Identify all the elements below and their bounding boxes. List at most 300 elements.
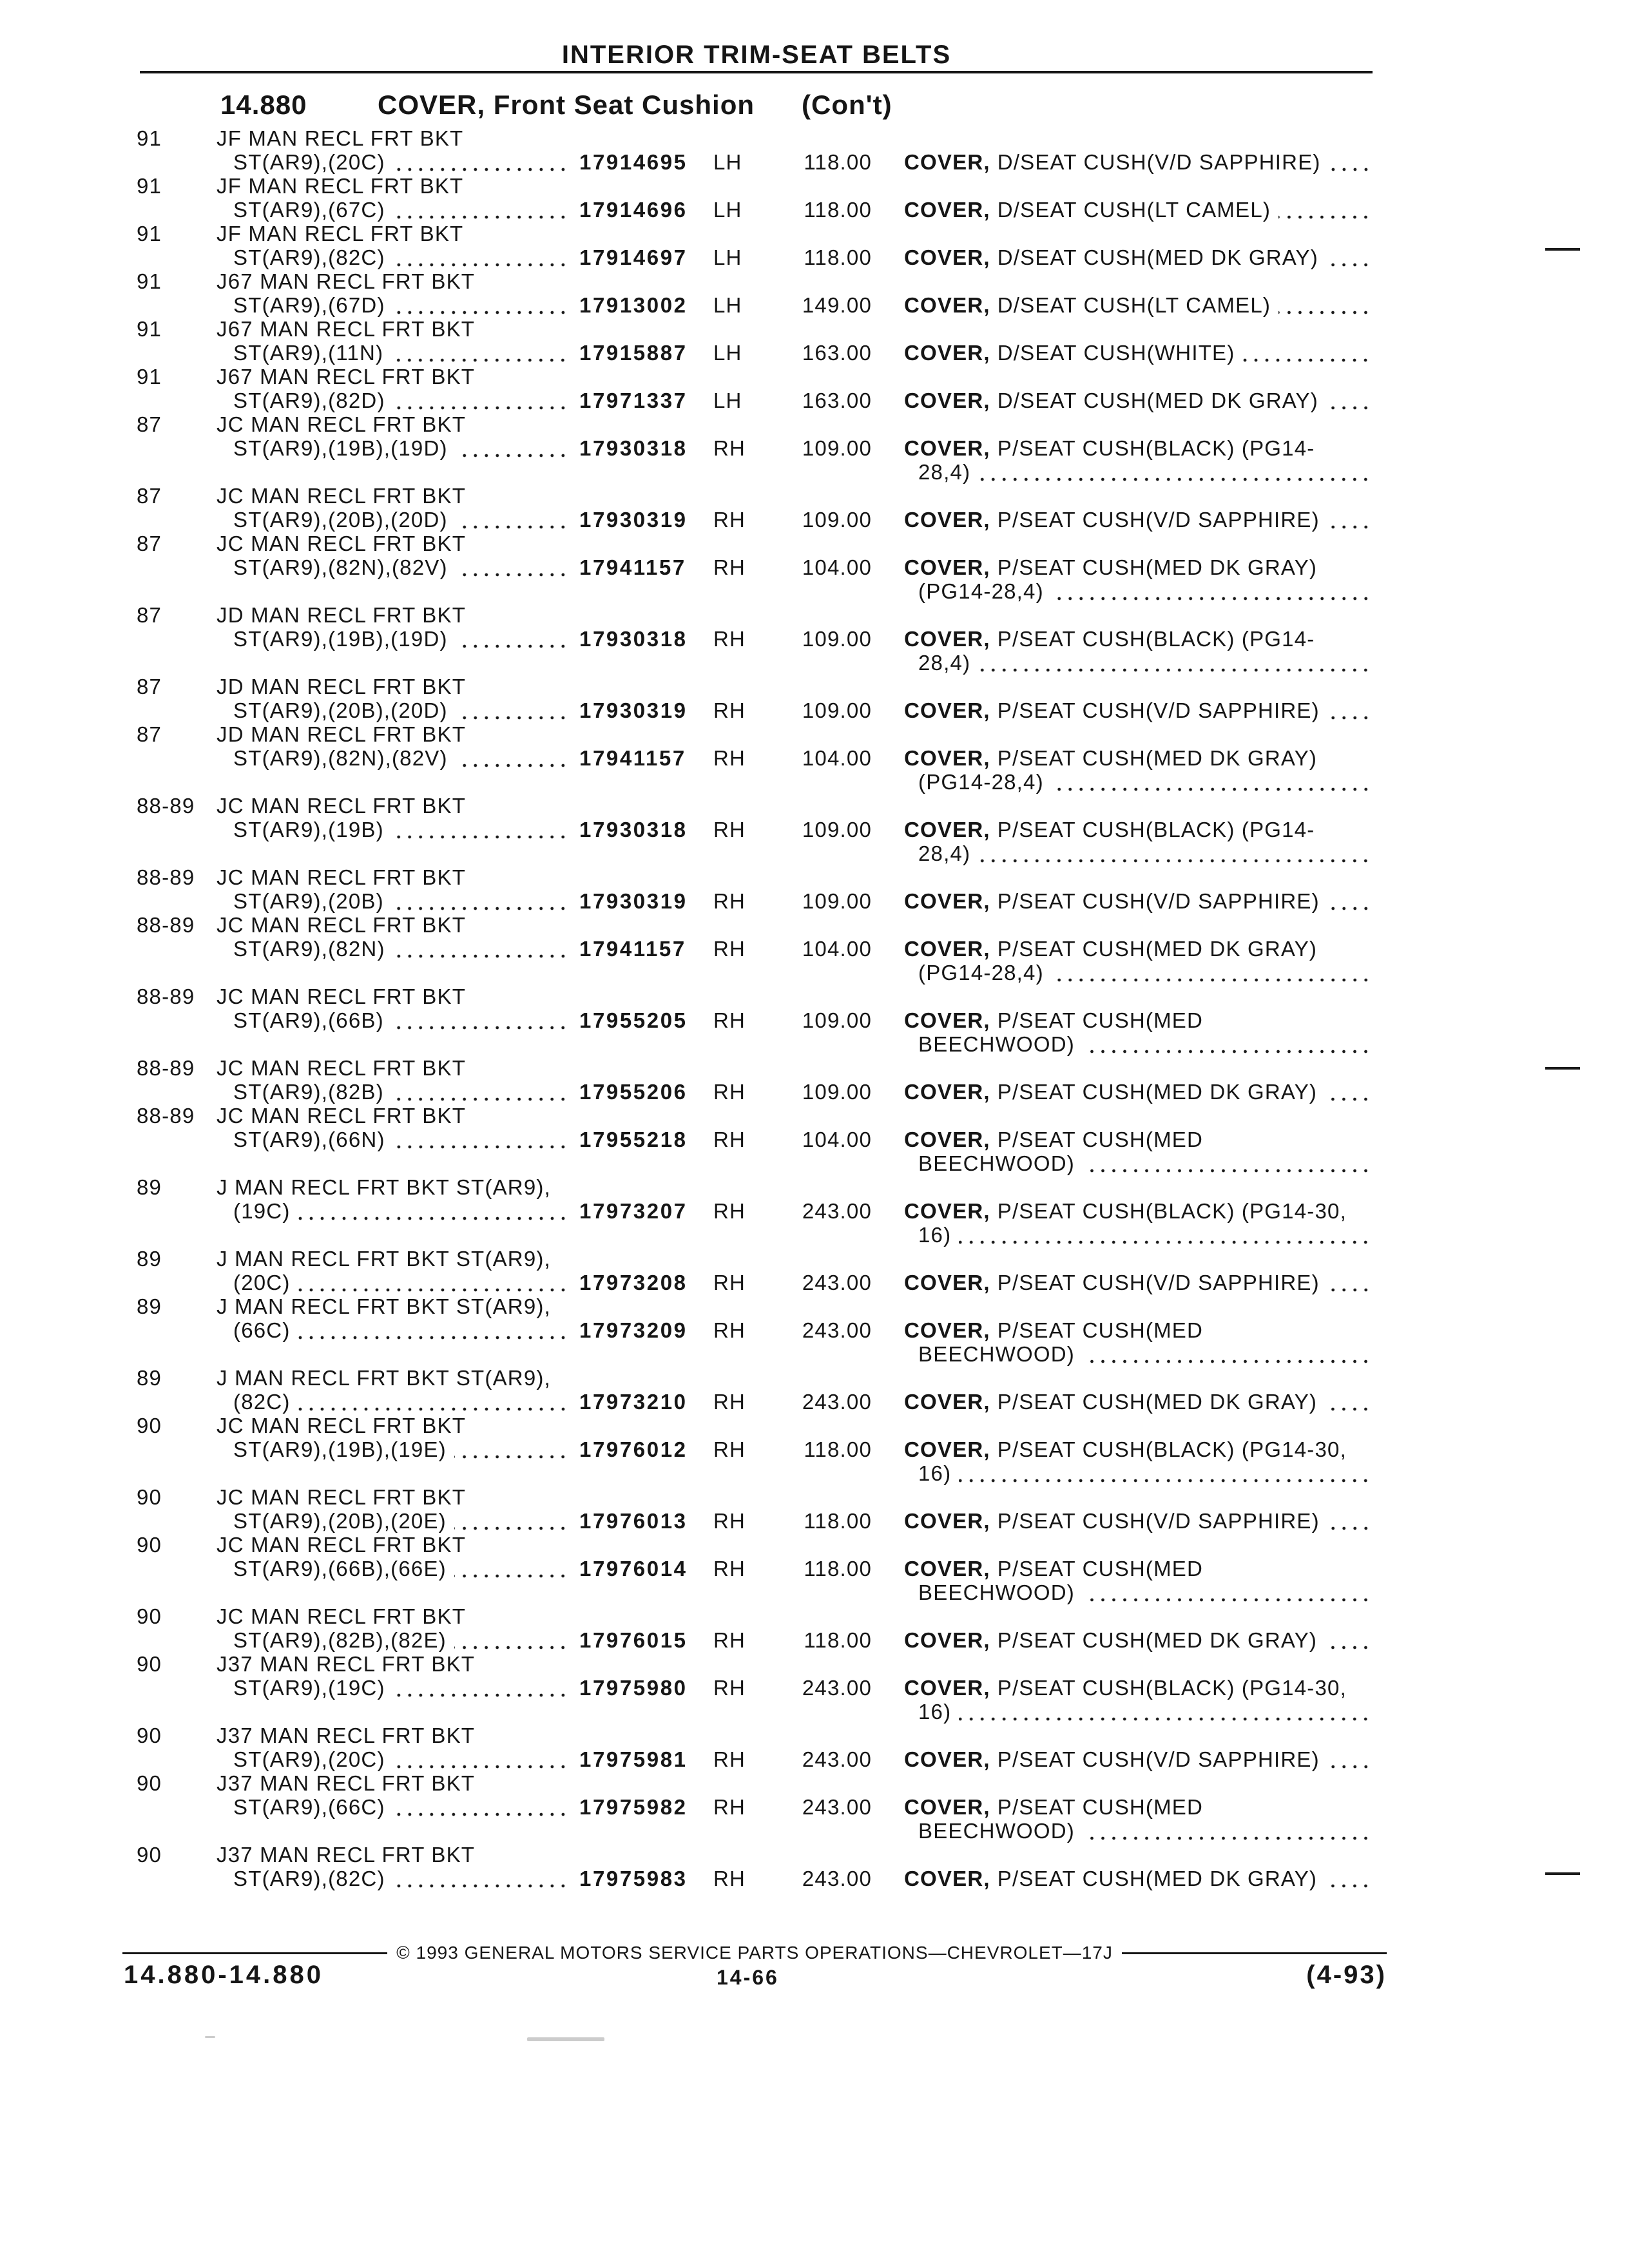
catalog-entry <box>0 1294 1629 1366</box>
model-options <box>233 1128 570 1151</box>
dot-leader <box>1325 1390 1373 1414</box>
model-year: 91 <box>137 222 162 245</box>
model-options <box>233 937 570 961</box>
model-description: JC MAN RECL FRT BKT <box>217 484 467 508</box>
model-year: 91 <box>137 365 162 389</box>
dot-leader <box>1278 293 1373 317</box>
model-options-text: ST(AR9),(82N),(82V) <box>233 555 448 579</box>
dot-leader <box>1329 150 1373 174</box>
price: 109.00 <box>802 818 872 841</box>
part-description-continued-text: 28,4) <box>918 841 971 865</box>
entry-line <box>0 1747 1629 1771</box>
part-description-head: COVER, <box>904 1747 990 1771</box>
part-description-head: COVER, <box>904 1271 990 1294</box>
price: 243.00 <box>802 1318 872 1342</box>
part-description-text: D/SEAT CUSH(V/D SAPPHIRE) <box>997 150 1321 174</box>
part-description <box>904 436 1373 460</box>
model-options <box>233 1318 570 1342</box>
model-options <box>233 555 570 579</box>
side-code: RH <box>713 1199 746 1223</box>
price: 104.00 <box>802 1128 872 1151</box>
dot-leader <box>1083 1581 1373 1604</box>
dot-leader <box>1052 579 1373 603</box>
margin-mark <box>1545 248 1580 251</box>
catalog-entry <box>0 317 1629 365</box>
catalog-entry <box>0 1414 1629 1485</box>
part-description-head: COVER, <box>904 293 990 317</box>
dot-leader <box>1052 770 1373 794</box>
entry-line <box>0 794 1629 818</box>
part-description-text: P/SEAT CUSH(MED DK GRAY) <box>997 1867 1318 1890</box>
part-number: 17976012 <box>579 1437 688 1461</box>
dot-leader <box>456 698 570 722</box>
part-number: 17955218 <box>579 1128 688 1151</box>
side-code: LH <box>713 150 742 174</box>
catalog-entry <box>0 1724 1629 1771</box>
part-description <box>904 198 1373 222</box>
part-description-head: COVER, <box>904 1676 990 1700</box>
entry-line <box>0 317 1629 341</box>
part-description-text: P/SEAT CUSH(MED DK GRAY) <box>997 1390 1318 1414</box>
part-description-continued <box>918 1342 1373 1366</box>
part-description <box>904 1008 1373 1032</box>
part-number: 17914697 <box>579 245 688 269</box>
dot-leader <box>393 389 570 412</box>
entry-line <box>0 269 1629 293</box>
part-description-text: P/SEAT CUSH(MED <box>997 1008 1204 1032</box>
entry-line <box>0 1223 1629 1247</box>
model-options <box>233 389 570 412</box>
part-description <box>904 937 1373 961</box>
model-options-text: ST(AR9),(67C) <box>233 198 385 222</box>
price: 243.00 <box>802 1676 872 1700</box>
part-description-text: P/SEAT CUSH(BLACK) (PG14- <box>997 627 1315 651</box>
part-description-head: COVER, <box>904 1080 990 1104</box>
dot-leader <box>393 1747 570 1771</box>
part-description-continued <box>918 1461 1373 1485</box>
side-code: RH <box>713 436 746 460</box>
part-description-head: COVER, <box>904 555 990 579</box>
part-description <box>904 508 1373 532</box>
side-code: RH <box>713 1747 746 1771</box>
dot-leader <box>1327 889 1373 913</box>
entry-line <box>0 365 1629 389</box>
model-options <box>233 746 570 770</box>
model-options-text: ST(AR9),(66C) <box>233 1795 385 1819</box>
model-description: JC MAN RECL FRT BKT <box>217 1104 467 1128</box>
model-description: JC MAN RECL FRT BKT <box>217 1604 467 1628</box>
part-description-text: P/SEAT CUSH(V/D SAPPHIRE) <box>997 698 1320 722</box>
part-description-continued-text: BEECHWOOD) <box>918 1819 1075 1843</box>
part-description-head: COVER, <box>904 746 990 770</box>
part-description-text: D/SEAT CUSH(LT CAMEL) <box>997 293 1271 317</box>
entry-line <box>0 150 1629 174</box>
dot-leader <box>1083 1342 1373 1366</box>
part-number: 17973210 <box>579 1390 688 1414</box>
model-options <box>233 1271 570 1294</box>
part-description <box>904 1390 1373 1414</box>
price: 163.00 <box>802 389 872 412</box>
side-code: RH <box>713 889 746 913</box>
entry-line <box>0 1700 1629 1724</box>
model-description: J MAN RECL FRT BKT ST(AR9), <box>217 1294 551 1318</box>
model-description: J37 MAN RECL FRT BKT <box>217 1724 476 1747</box>
model-options <box>233 1509 570 1533</box>
model-description: JC MAN RECL FRT BKT <box>217 1414 467 1437</box>
part-description-continued-text: 28,4) <box>918 651 971 675</box>
price: 118.00 <box>804 245 872 269</box>
part-description <box>904 245 1373 269</box>
entry-line <box>0 484 1629 508</box>
part-description-continued-text: (PG14-28,4) <box>918 961 1044 985</box>
part-description-text: P/SEAT CUSH(V/D SAPPHIRE) <box>997 1271 1320 1294</box>
model-year: 87 <box>137 484 162 508</box>
part-description <box>904 627 1373 651</box>
price: 109.00 <box>802 889 872 913</box>
model-description: J37 MAN RECL FRT BKT <box>217 1771 476 1795</box>
section-continued-label: (Con't) <box>802 90 892 120</box>
part-description-head: COVER, <box>904 1390 990 1414</box>
part-number: 17975981 <box>579 1747 688 1771</box>
price: 118.00 <box>804 1557 872 1581</box>
model-options-text: (82C) <box>233 1390 291 1414</box>
catalog-entry <box>0 675 1629 722</box>
catalog-entry <box>0 722 1629 794</box>
model-description: JC MAN RECL FRT BKT <box>217 1485 467 1509</box>
part-description-text: P/SEAT CUSH(MED DK GRAY) <box>997 555 1318 579</box>
model-options <box>233 198 570 222</box>
part-description-head: COVER, <box>904 1318 990 1342</box>
model-year: 90 <box>137 1724 162 1747</box>
model-description: JD MAN RECL FRT BKT <box>217 722 467 746</box>
part-description-continued <box>918 1151 1373 1175</box>
model-options-text: ST(AR9),(19B),(19D) <box>233 627 448 651</box>
parts-list <box>0 126 1629 1890</box>
part-description-text: P/SEAT CUSH(BLACK) (PG14- <box>997 818 1315 841</box>
entry-line <box>0 1867 1629 1890</box>
entry-line <box>0 1247 1629 1271</box>
part-description-continued <box>918 961 1373 985</box>
model-options-text: ST(AR9),(82D) <box>233 389 385 412</box>
part-number: 17973207 <box>579 1199 688 1223</box>
dot-leader <box>393 1128 570 1151</box>
model-year: 88-89 <box>137 1056 195 1080</box>
dot-leader <box>1083 1032 1373 1056</box>
dot-leader <box>959 1223 1373 1247</box>
part-description-continued <box>918 770 1373 794</box>
side-code: RH <box>713 1795 746 1819</box>
part-description-continued <box>918 651 1373 675</box>
model-year: 87 <box>137 603 162 627</box>
margin-mark <box>1545 1067 1580 1070</box>
entry-line <box>0 1056 1629 1080</box>
model-options-text: ST(AR9),(20B) <box>233 889 384 913</box>
dot-leader <box>454 1509 570 1533</box>
part-description <box>904 1318 1373 1342</box>
model-options-text: ST(AR9),(82N) <box>233 937 385 961</box>
entry-line <box>0 675 1629 698</box>
side-code: RH <box>713 1390 746 1414</box>
part-description-continued <box>918 579 1373 603</box>
part-description <box>904 1557 1373 1581</box>
catalog-entry <box>0 985 1629 1056</box>
entry-line <box>0 1771 1629 1795</box>
part-description-continued-text: 16) <box>918 1223 952 1247</box>
catalog-entry <box>0 484 1629 532</box>
entry-line <box>0 222 1629 245</box>
catalog-entry <box>0 532 1629 603</box>
price: 243.00 <box>802 1795 872 1819</box>
part-description-text: P/SEAT CUSH(MED <box>997 1795 1204 1819</box>
side-code: RH <box>713 937 746 961</box>
model-options <box>233 1557 570 1581</box>
dot-leader <box>298 1271 570 1294</box>
dot-leader <box>392 818 570 841</box>
model-year: 88-89 <box>137 985 195 1008</box>
part-number: 17930319 <box>579 508 688 532</box>
part-description-text: P/SEAT CUSH(MED DK GRAY) <box>997 1628 1318 1652</box>
model-options <box>233 245 570 269</box>
part-number: 17955206 <box>579 1080 688 1104</box>
entry-line <box>0 341 1629 365</box>
model-description: JC MAN RECL FRT BKT <box>217 1056 467 1080</box>
entry-line <box>0 698 1629 722</box>
part-description-text: P/SEAT CUSH(MED DK GRAY) <box>997 746 1318 770</box>
entry-line <box>0 865 1629 889</box>
side-code: RH <box>713 1437 746 1461</box>
part-description-text: P/SEAT CUSH(BLACK) (PG14-30, <box>997 1676 1347 1700</box>
catalog-entry <box>0 1366 1629 1414</box>
side-code: RH <box>713 1128 746 1151</box>
part-description-text: P/SEAT CUSH(BLACK) (PG14-30, <box>997 1437 1347 1461</box>
part-description-continued-text: 16) <box>918 1461 952 1485</box>
part-description-head: COVER, <box>904 245 990 269</box>
model-options-text: ST(AR9),(20B),(20E) <box>233 1509 447 1533</box>
side-code: RH <box>713 1628 746 1652</box>
scan-artifact <box>527 2037 604 2041</box>
price: 109.00 <box>802 698 872 722</box>
part-description-text: P/SEAT CUSH(MED DK GRAY) <box>997 937 1318 961</box>
part-description-head: COVER, <box>904 341 990 365</box>
part-description <box>904 1628 1373 1652</box>
catalog-entry <box>0 1104 1629 1175</box>
model-options <box>233 1080 570 1104</box>
dot-leader <box>1326 245 1373 269</box>
dot-leader <box>1326 389 1373 412</box>
dot-leader <box>1327 698 1373 722</box>
part-description-text: D/SEAT CUSH(MED DK GRAY) <box>997 389 1318 412</box>
dot-leader <box>456 508 570 532</box>
entry-line <box>0 1533 1629 1557</box>
part-description-head: COVER, <box>904 1008 990 1032</box>
model-description: JF MAN RECL FRT BKT <box>217 222 464 245</box>
part-description-continued-text: (PG14-28,4) <box>918 579 1044 603</box>
model-year: 90 <box>137 1533 162 1557</box>
model-options-text: ST(AR9),(67D) <box>233 293 385 317</box>
entry-line <box>0 1294 1629 1318</box>
dot-leader <box>1327 1747 1373 1771</box>
entry-line <box>0 1509 1629 1533</box>
side-code: RH <box>713 1271 746 1294</box>
entry-line <box>0 627 1629 651</box>
model-year: 90 <box>137 1771 162 1795</box>
catalog-entry <box>0 222 1629 269</box>
entry-line <box>0 818 1629 841</box>
model-options-text: ST(AR9),(11N) <box>233 341 384 365</box>
price: 104.00 <box>802 746 872 770</box>
dot-leader <box>392 889 570 913</box>
model-description: J MAN RECL FRT BKT ST(AR9), <box>217 1175 551 1199</box>
side-code: RH <box>713 1676 746 1700</box>
model-description: JF MAN RECL FRT BKT <box>217 126 464 150</box>
side-code: RH <box>713 508 746 532</box>
dot-leader <box>393 245 570 269</box>
catalog-entry <box>0 365 1629 412</box>
model-description: JD MAN RECL FRT BKT <box>217 675 467 698</box>
dot-leader <box>392 1080 570 1104</box>
model-description: JC MAN RECL FRT BKT <box>217 1533 467 1557</box>
price: 118.00 <box>804 198 872 222</box>
dot-leader <box>298 1390 570 1414</box>
part-description-text: P/SEAT CUSH(MED <box>997 1128 1204 1151</box>
dot-leader <box>393 937 570 961</box>
footer-copyright: © 1993 GENERAL MOTORS SERVICE PARTS OPERATIONS—CHEVROLET—17J <box>396 1943 1113 1963</box>
part-description-continued <box>918 1819 1373 1843</box>
part-number: 17975982 <box>579 1795 688 1819</box>
entry-line <box>0 1581 1629 1604</box>
page-header-title: INTERIOR TRIM-SEAT BELTS <box>561 41 952 69</box>
side-code: LH <box>713 198 742 222</box>
entry-line <box>0 841 1629 865</box>
model-description: JC MAN RECL FRT BKT <box>217 913 467 937</box>
side-code: RH <box>713 746 746 770</box>
part-number: 17976014 <box>579 1557 688 1581</box>
part-number: 17976015 <box>579 1628 688 1652</box>
side-code: LH <box>713 389 742 412</box>
dot-leader <box>1083 1819 1373 1843</box>
side-code: RH <box>713 698 746 722</box>
part-number: 17930318 <box>579 818 688 841</box>
side-code: RH <box>713 1557 746 1581</box>
model-year: 89 <box>137 1247 162 1271</box>
footer-rule-right <box>1122 1952 1387 1954</box>
entry-line <box>0 985 1629 1008</box>
dot-leader <box>1327 1509 1373 1533</box>
model-year: 90 <box>137 1604 162 1628</box>
part-description-head: COVER, <box>904 1795 990 1819</box>
model-year: 89 <box>137 1366 162 1390</box>
model-year: 87 <box>137 532 162 555</box>
model-year: 91 <box>137 269 162 293</box>
part-number: 17941157 <box>579 555 686 579</box>
part-description-text: P/SEAT CUSH(MED DK GRAY) <box>997 1080 1318 1104</box>
side-code: LH <box>713 245 742 269</box>
price: 243.00 <box>802 1390 872 1414</box>
entry-line <box>0 412 1629 436</box>
entry-line <box>0 1175 1629 1199</box>
part-description-continued-text: 28,4) <box>918 460 971 484</box>
price: 104.00 <box>802 555 872 579</box>
part-description-continued-text: BEECHWOOD) <box>918 1151 1075 1175</box>
dot-leader <box>393 1795 570 1819</box>
price: 118.00 <box>804 1628 872 1652</box>
catalog-entry <box>0 1843 1629 1890</box>
catalog-entry <box>0 174 1629 222</box>
entry-line <box>0 1724 1629 1747</box>
dot-leader <box>1327 1271 1373 1294</box>
dot-leader <box>298 1318 570 1342</box>
part-description-head: COVER, <box>904 889 990 913</box>
dot-leader <box>454 1628 570 1652</box>
entry-line <box>0 913 1629 937</box>
dot-leader <box>1327 508 1373 532</box>
model-year: 91 <box>137 174 162 198</box>
entry-line <box>0 1557 1629 1581</box>
part-number: 17973208 <box>579 1271 688 1294</box>
header-rule <box>140 71 1373 73</box>
model-description: JD MAN RECL FRT BKT <box>217 603 467 627</box>
part-description <box>904 555 1373 579</box>
side-code: RH <box>713 1509 746 1533</box>
dot-leader <box>392 1008 570 1032</box>
price: 104.00 <box>802 937 872 961</box>
dot-leader <box>456 627 570 651</box>
model-year: 90 <box>137 1414 162 1437</box>
dot-leader <box>1325 1628 1373 1652</box>
part-description <box>904 1509 1373 1533</box>
side-code: RH <box>713 1867 746 1890</box>
price: 118.00 <box>804 150 872 174</box>
part-description-head: COVER, <box>904 818 990 841</box>
entry-line <box>0 1652 1629 1676</box>
part-description-continued <box>918 1581 1373 1604</box>
model-options <box>233 508 570 532</box>
model-options-text: (20C) <box>233 1271 291 1294</box>
entry-line <box>0 1128 1629 1151</box>
entry-line <box>0 389 1629 412</box>
part-number: 17914695 <box>579 150 688 174</box>
model-options-text: ST(AR9),(82C) <box>233 1867 385 1890</box>
model-options-text: ST(AR9),(20C) <box>233 1747 385 1771</box>
part-number: 17941157 <box>579 746 686 770</box>
part-description <box>904 1128 1373 1151</box>
part-description <box>904 818 1373 841</box>
model-year: 87 <box>137 722 162 746</box>
part-description-text: D/SEAT CUSH(MED DK GRAY) <box>997 245 1318 269</box>
catalog-entry <box>0 1533 1629 1604</box>
model-year: 90 <box>137 1843 162 1867</box>
part-number: 17975980 <box>579 1676 688 1700</box>
model-options-text: ST(AR9),(19C) <box>233 1676 385 1700</box>
side-code: RH <box>713 627 746 651</box>
catalog-entry <box>0 1247 1629 1294</box>
dot-leader <box>393 293 570 317</box>
part-description-head: COVER, <box>904 1557 990 1581</box>
model-year: 89 <box>137 1175 162 1199</box>
part-description-text: P/SEAT CUSH(V/D SAPPHIRE) <box>997 1747 1320 1771</box>
entry-line <box>0 1318 1629 1342</box>
part-number: 17941157 <box>579 937 686 961</box>
model-options <box>233 436 570 460</box>
entry-line <box>0 555 1629 579</box>
model-description: JC MAN RECL FRT BKT <box>217 412 467 436</box>
model-options <box>233 1867 570 1890</box>
model-year: 88-89 <box>137 1104 195 1128</box>
model-description: J67 MAN RECL FRT BKT <box>217 317 476 341</box>
part-description-head: COVER, <box>904 1509 990 1533</box>
entry-line <box>0 746 1629 770</box>
catalog-entry <box>0 412 1629 484</box>
